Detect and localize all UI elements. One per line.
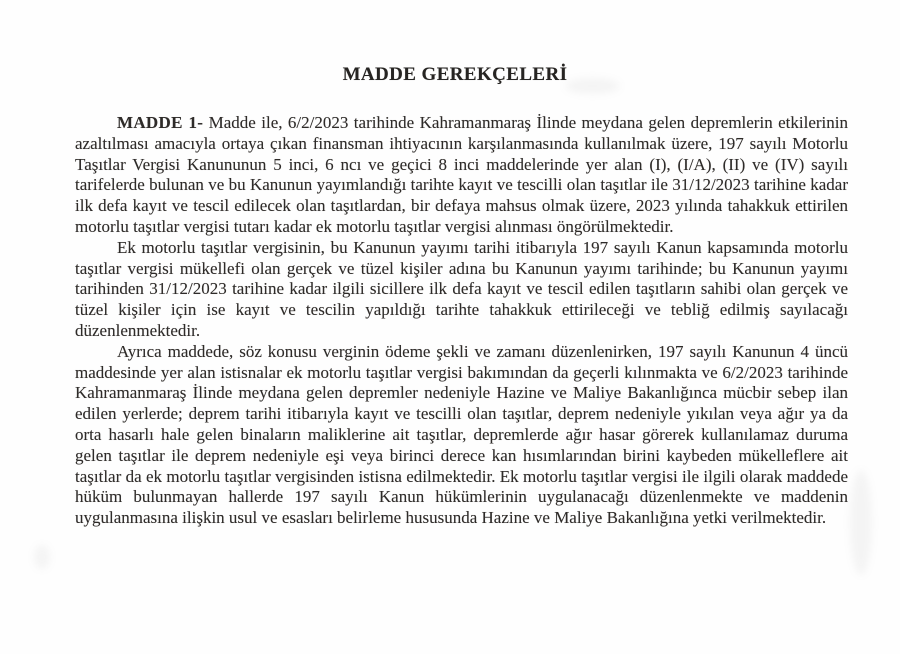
paragraph — [75, 342, 848, 529]
paragraph — [75, 238, 848, 342]
paragraph-text: Madde ile, 6/2/2023 tarihinde Kahramanmaraş İlinde meydana gelen depremlerin etkilerinin azaltılması amacıyla ortaya çıkan finansman ihtiyacının karşılanmasında kullanılmak üzere, 197 sayılı Motorlu Taşıtlar Vergisi Kanununun 5 inci, 6 ncı ve geçici 8 inci maddelerinde yer alan (I), (I/A), (II) ve (IV) sayılı tarifelerde bulunan ve bu Kanunun yayımlandığı tarihte kayıt ve tescilli olan taşıtlar ile 31/12/2023 tarihine kadar ilk defa kayıt ve tescil edilecek olan taşıtlardan, bir defaya mahsus olmak üzere, 2023 yılında tahakkuk ettirilen motorlu taşıtlar vergisi tutarı kadar ek motorlu taşıtlar vergisi alınması öngörülmektedir. — [75, 113, 848, 236]
paragraph-lead: MADDE 1- — [117, 113, 204, 132]
paragraph — [75, 113, 848, 238]
scan-smudge — [850, 470, 872, 575]
document-body — [75, 113, 848, 529]
paragraph-text: Ek motorlu taşıtlar vergisinin, bu Kanunun yayımı tarihi itibarıyla 197 sayılı Kanun kapsamında motorlu taşıtlar vergisi mükellefi olan gerçek ve tüzel kişiler adına bu Kanunun yayımı tarihinde; bu Kanunun yayımı tarihinden 31/12/2023 tarihine kadar ilgili sicillere ilk defa kayıt ve tescil edilen taşıtların sahibi olan gerçek ve tüzel kişiler için ise kayıt ve tescilin yapıldığı tarihte tahakkuk ettirileceği ve tebliğ edilmiş sayılacağı düzenlenmektedir. — [75, 237, 848, 340]
scan-smudge — [34, 545, 50, 569]
paragraph-text: Ayrıca maddede, söz konusu verginin ödeme şekli ve zamanı düzenlenirken, 197 sayılı Kanunun 4 üncü maddesinde yer alan istisnalar ek motorlu taşıtlar vergisi bakımından da geçerli kılınmakta ve 6/2/2023 tarihinde Kahramanmaraş İlinde meydana gelen depremler nedeniyle Hazine ve Maliye Bakanlığınca mücbir sebep ilan edilen yerlerde; deprem tarihi itibarıyla kayıt ve tescilli olan taşıtlar, deprem nedeniyle yıkılan veya ağır ya da orta hasarlı hale gelen binaların maliklerine ait taşıtlar, depremlerde ağır hasar görerek kullanılamaz duruma gelen taşıtlar ile deprem nedeniyle eşi veya birinci derece kan hısımlarından birini kaybeden mükelleflere ait taşıtlar da ek motorlu taşıtlar vergisinden istisna edilmektedir. Ek motorlu taşıtlar vergisi ile ilgili olarak maddede hüküm bulunmayan hallerde 197 sayılı Kanun hükümlerinin uygulanacağı düzenlenmekte ve maddenin uygulanmasına ilişkin usul ve esasları belirleme hususunda Hazine ve Maliye Bakanlığına yetki verilmektedir. — [75, 341, 848, 528]
document-title: MADDE GEREKÇELERİ — [342, 64, 568, 85]
